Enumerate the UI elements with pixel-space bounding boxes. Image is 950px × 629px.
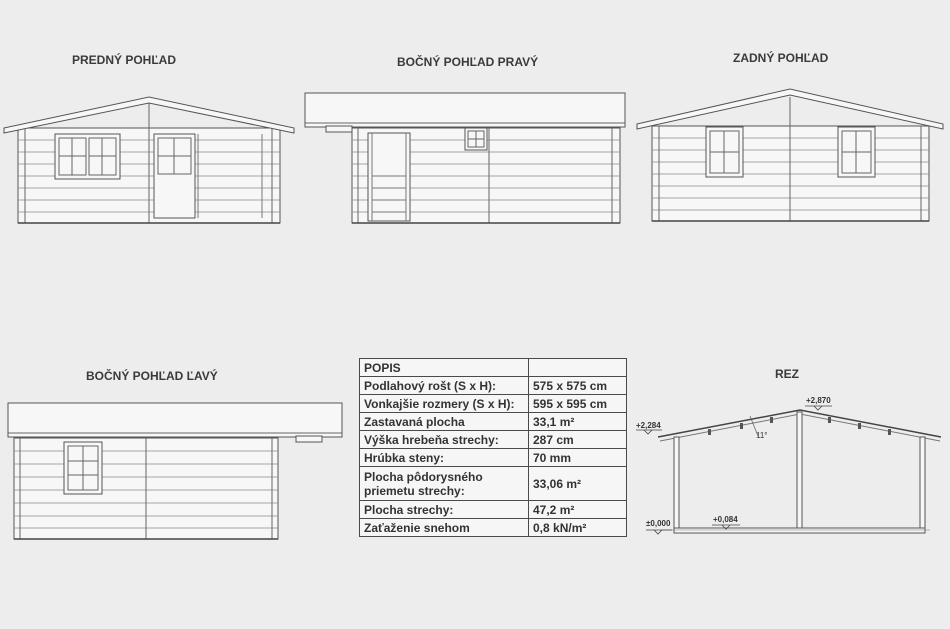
- section-view-title: REZ: [775, 367, 799, 381]
- side-right-gutter: [326, 126, 352, 132]
- spec-row: [360, 431, 627, 449]
- spec-row: [360, 501, 627, 519]
- spec-table: [359, 358, 627, 537]
- spec-value: 47,2 m²: [529, 501, 627, 519]
- side-right-roof: [305, 93, 625, 127]
- spec-label: Zaťaženie snehom: [360, 519, 529, 537]
- spec-row: [360, 413, 627, 431]
- side-right-view-title: BOČNÝ POHĽAD PRAVÝ: [397, 55, 539, 69]
- side-left-view-title: BOČNÝ POHĽAD ĽAVÝ: [86, 369, 218, 383]
- spec-label: Plocha pôdorysného priemetu strechy:: [360, 467, 529, 501]
- rear-elevation: [637, 89, 943, 221]
- spec-label: Výška hrebeňa strechy:: [360, 431, 529, 449]
- spec-label: Vonkajšie rozmery (S x H):: [360, 395, 529, 413]
- spec-row: [360, 395, 627, 413]
- spec-label: Hrúbka steny:: [360, 449, 529, 467]
- level-ground-label: ±0,000: [646, 519, 671, 528]
- section-wall-middle: [797, 412, 802, 532]
- spec-label: Plocha strechy:: [360, 501, 529, 519]
- spec-value: 33,1 m²: [529, 413, 627, 431]
- section-floor: [674, 528, 925, 533]
- spec-value: 575 x 575 cm: [529, 377, 627, 395]
- side-right-door: [368, 133, 410, 221]
- spec-value: 287 cm: [529, 431, 627, 449]
- spec-value: 70 mm: [529, 449, 627, 467]
- level-eave-label: +2,284: [636, 421, 661, 430]
- front-elevation: [4, 97, 294, 223]
- section-wall-right: [920, 437, 925, 532]
- spec-value: 0,8 kN/m²: [529, 519, 627, 537]
- spec-row: [360, 377, 627, 395]
- section-drawing: [658, 410, 941, 533]
- spec-table-title: POPIS: [360, 359, 529, 377]
- roof-angle-label: 11°: [756, 431, 768, 440]
- spec-row: [360, 449, 627, 467]
- side-left-gutter: [296, 436, 322, 442]
- side-left-roof: [8, 403, 342, 437]
- spec-value: 595 x 595 cm: [529, 395, 627, 413]
- rear-view-title: ZADNÝ POHĽAD: [733, 51, 829, 65]
- spec-label: Podlahový rošt (S x H):: [360, 377, 529, 395]
- side-left-elevation: [8, 403, 342, 539]
- spec-row: [360, 519, 627, 537]
- section-wall-left: [674, 437, 679, 532]
- spec-table-header-empty: [529, 359, 627, 377]
- spec-value: 33,06 m²: [529, 467, 627, 501]
- spec-row: [360, 467, 627, 501]
- level-ridge-label: +2,870: [806, 396, 831, 405]
- front-view-title: PREDNÝ POHĽAD: [72, 53, 177, 67]
- level-floor-label: +0,084: [713, 515, 738, 524]
- side-right-elevation: [305, 93, 625, 223]
- spec-label: Zastavaná plocha: [360, 413, 529, 431]
- spec-table-header: [360, 359, 627, 377]
